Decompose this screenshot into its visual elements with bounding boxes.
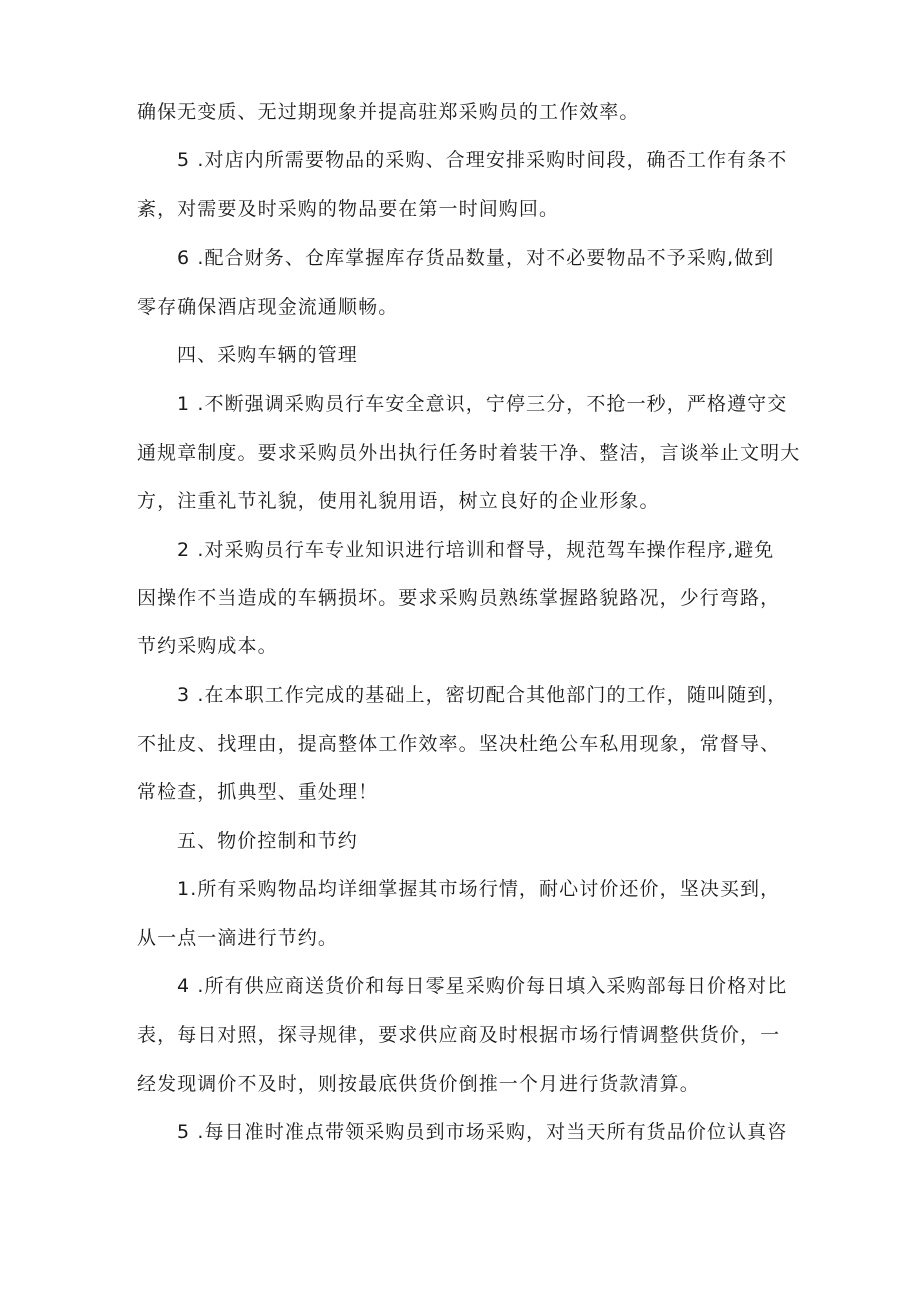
text-line: 不扯皮、找理由，提高整体工作效率。坚决杜绝公车私用现象，常督导、 — [137, 733, 781, 755]
text-line: 2 .对采购员行车专业知识进行培训和督导，规范驾车操作程序,避免 — [177, 539, 775, 561]
text-line: 通规章制度。要求采购员外出执行任务时着装干净、整洁，言谈举止文明大 — [137, 442, 801, 464]
text-line: 4 .所有供应商送货价和每日零星采购价每日填入采购部每日价格对比 — [177, 975, 788, 997]
text-line: 5 .每日准时准点带领采购员到市场采购，对当天所有货品价位认真咨 — [177, 1121, 788, 1143]
text-line: 6 .配合财务、仓库掌握库存货品数量，对不必要物品不予采购,做到 — [177, 247, 775, 269]
text-line: 5 .对店内所需要物品的采购、合理安排采购时间段，确否工作有条不 — [177, 149, 788, 171]
text-line: 因操作不当造成的车辆损坏。要求采购员熟练掌握路貌路况，少行弯路， — [137, 587, 781, 609]
text-line: 表，每日对照，探寻规律，要求供应商及时根据市场行情调整供货价，一 — [137, 1024, 781, 1046]
text-line: 1 .不断强调采购员行车安全意识，宁停三分，不抢一秒，严格遵守交 — [177, 393, 788, 415]
section-heading: 五、物价控制和节约 — [177, 830, 358, 852]
text-line: 常检查，抓典型、重处理！ — [137, 781, 379, 803]
text-line: 紊，对需要及时采购的物品要在第一时间购回。 — [137, 198, 560, 220]
text-line: 确保无变质、无过期现象并提高驻郑采购员的工作效率。 — [137, 101, 640, 123]
text-line: 节约采购成本。 — [137, 635, 278, 657]
text-line: 3 .在本职工作完成的基础上，密切配合其他部门的工作，随叫随到， — [177, 684, 788, 706]
text-line: 方，注重礼节礼貌，使用礼貌用语，树立良好的企业形象。 — [137, 490, 660, 512]
text-line: 从一点一滴进行节约。 — [137, 927, 339, 949]
section-heading: 四、采购车辆的管理 — [177, 344, 358, 366]
text-line: 经发现调价不及时，则按最底供货价倒推一个月进行货款清算。 — [137, 1073, 700, 1095]
text-line: 零存确保酒店现金流通顺畅。 — [137, 296, 399, 318]
text-line: 1.所有采购物品均详细掌握其市场行情，耐心讨价还价，坚决买到， — [177, 878, 781, 900]
